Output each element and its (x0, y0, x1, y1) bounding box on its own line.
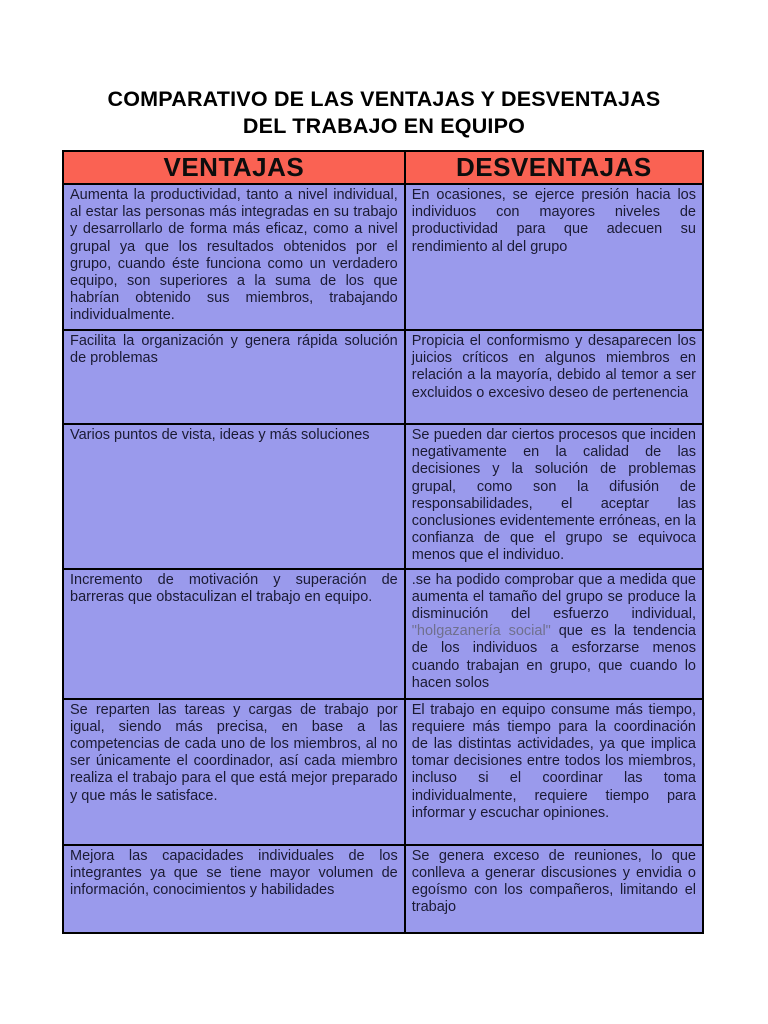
ventaja-cell: Aumenta la productividad, tanto a nivel individual, al estar las personas más integradas en su trabajo y desarrollarlo de forma más eficaz, como a nivel grupal ya que los resultados obtenidos por el grupo, cuando éste funciona como un verdadero equipo, son superiores a la suma de los que habrían obtenido sus miembros, trabajando individualmente. (63, 184, 405, 330)
desventaja-cell: Se pueden dar ciertos procesos que inciden negativamente en la calidad de las decisiones y la solución de problemas grupal, como son la difusión de responsabilidades, el aceptar las conclusiones evidentemente erróneas, en la confianza de que el grupo se equivoca menos que el individuo. (405, 424, 703, 569)
page-title-line2: DEL TRABAJO EN EQUIPO (242, 114, 526, 138)
desventaja-text-pre: .se ha podido comprobar que a medida que aumenta el tamaño del grupo se produce la disminución del esfuerzo individual, (411, 571, 696, 623)
table-row (63, 699, 703, 845)
ventaja-cell: Se reparten las tareas y cargas de trabajo por igual, siendo más precisa, en base a las competencias de cada uno de los miembros, al no ser únicamente el coordinador, así cada miembro realiza el trabajo para el que está mejor preparado y que más le satisface. (63, 699, 405, 845)
header-row (63, 151, 703, 184)
comparison-table (62, 150, 704, 934)
header-ventajas: VENTAJAS (63, 151, 405, 184)
table-row (63, 330, 703, 424)
header-desventajas: DESVENTAJAS (405, 151, 703, 184)
table-row (63, 184, 703, 330)
page-title-line1: COMPARATIVO DE LAS VENTAJAS Y DESVENTAJAS (107, 87, 661, 111)
table-row (63, 569, 703, 699)
ventaja-cell: Incremento de motivación y superación de barreras que obstaculizan el trabajo en equipo. (63, 569, 405, 699)
desventaja-cell: El trabajo en equipo consume más tiempo, requiere más tiempo para la coordinación de las distintas actividades, ya que implica tomar decisiones entre todos los miembros, incluso si el coordinar las toma individualmente, requiere tiempo para informar y escuchar opiniones. (405, 699, 703, 845)
ventaja-cell: Facilita la organización y genera rápida solución de problemas (63, 330, 405, 424)
desventaja-cell: Se genera exceso de reuniones, lo que conlleva a generar discusiones y envidia o egoísmo con los compañeros, limitando el trabajo (405, 845, 703, 933)
page-title (0, 86, 768, 140)
ventaja-cell: Mejora las capacidades individuales de los integrantes ya que se tiene mayor volumen de información, conocimientos y habilidades (63, 845, 405, 933)
table-row (63, 424, 703, 569)
ventaja-cell: Varios puntos de vista, ideas y más soluciones (63, 424, 405, 569)
desventaja-cell: En ocasiones, se ejerce presión hacia los individuos con mayores niveles de productividad para que adecuen su rendimiento al del grupo (405, 184, 703, 330)
desventaja-cell: Propicia el conformismo y desaparecen los juicios críticos en algunos miembros en relación a la mayoría, debido al temor a ser excluidos o excesivo deseo de pertenencia (405, 330, 703, 424)
desventaja-text-post: que es la tendencia de los individuos a esforzarse menos cuando trabajan en grupo, que cuando lo hacen solos (411, 623, 696, 691)
desventaja-cell (405, 569, 703, 699)
table-row (63, 845, 703, 933)
desventaja-text-highlight: "holgazanería social" (411, 623, 551, 640)
